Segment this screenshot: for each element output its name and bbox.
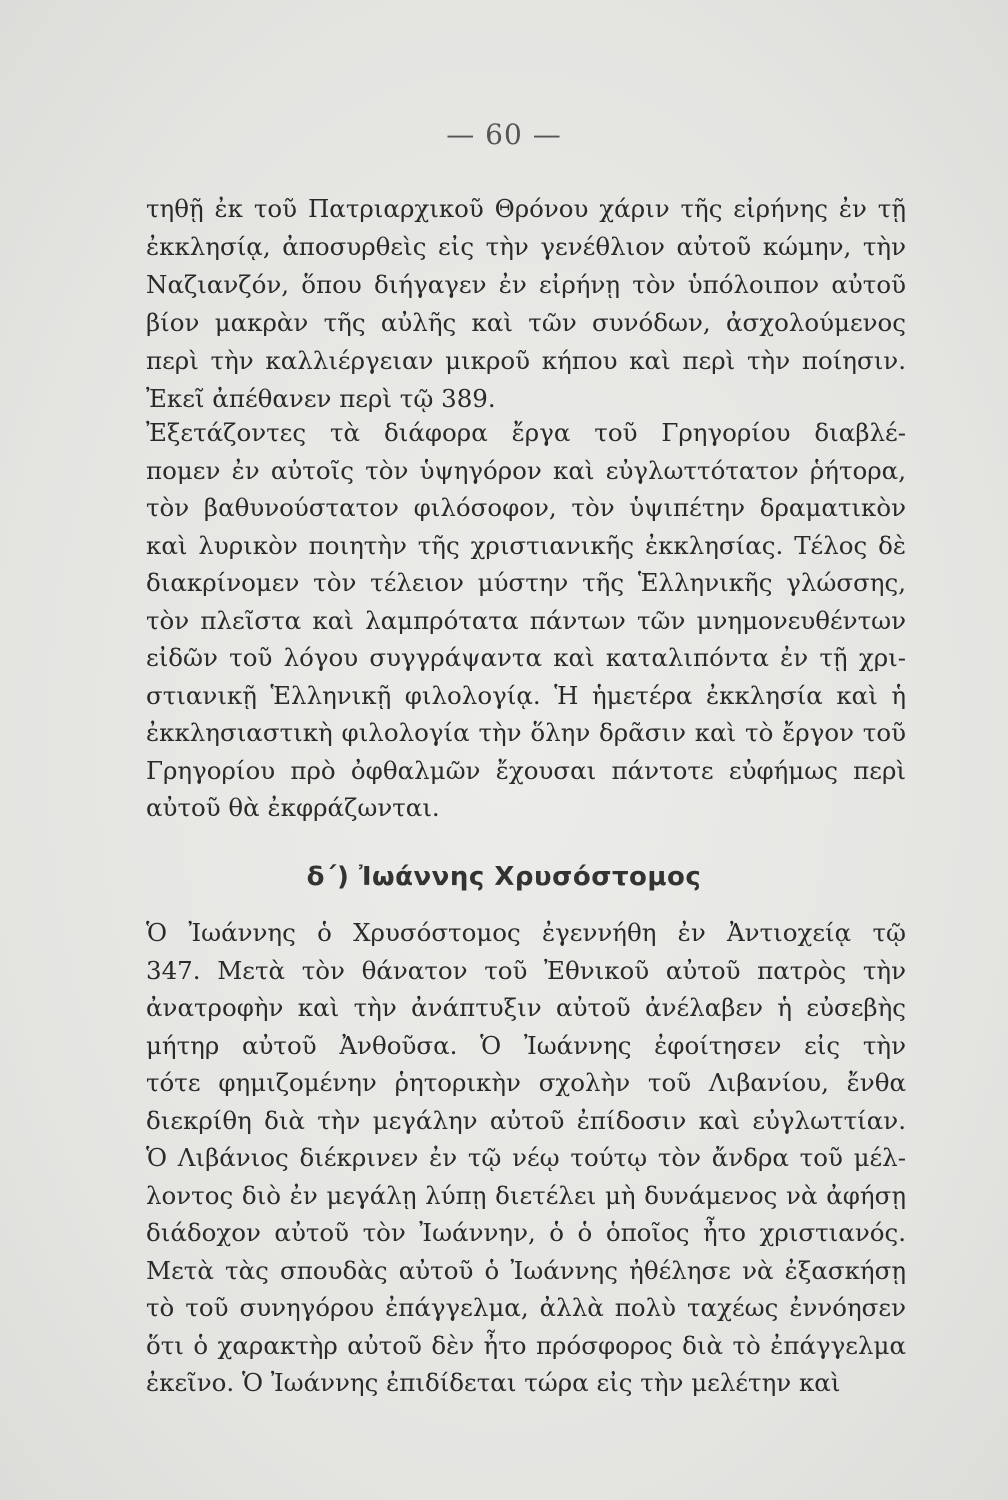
text-line: Ὁ Ἰωάννης ὁ Χρυσόστομος ἐγεννήθη ἐν Ἀντιοχείᾳ τῷ — [146, 918, 906, 947]
text-line: τὸν πλεῖστα καὶ λαμπρότατα πάντων τῶν μνημονευθέντων — [146, 605, 906, 635]
text-line: 347. Μετὰ τὸν θάνατον τοῦ Ἐθνικοῦ αὐτοῦ πατρὸς τὴν — [146, 955, 906, 985]
text-line: ἐκκλησιαστικὴ φιλολογία τὴν ὅλην δρᾶσιν καὶ τὸ ἔργον τοῦ — [146, 718, 906, 747]
text-line: τότε φημιζομένην ῥητορικὴν σχολὴν τοῦ Λιβανίου, ἔνθα — [146, 1068, 906, 1097]
text-line: βίον μακρὰν τῆς αὐλῆς καὶ τῶν συνόδων, ἀσχολούμενος — [146, 308, 906, 337]
text-line: τὸν βαθυνούστατον φιλόσοφον, τὸν ὑψιπέτην δραματικὸν — [146, 493, 906, 522]
text-line: πομεν ἐν αὐτοῖς τὸν ὑψηγόρον καὶ εὐγλωττότατον ῥήτορα, — [146, 455, 906, 485]
text-line: Ἐξετάζοντες τὰ διάφορα ἔργα τοῦ Γρηγορίου διαβλέ- — [146, 418, 906, 447]
text-line: Ἐκεῖ ἀπέθανεν περὶ τῷ 389. — [146, 384, 496, 413]
text-line: τηθῇ ἐκ τοῦ Πατριαρχικοῦ Θρόνου χάριν τῆς εἰρήνης ἐν τῇ — [146, 194, 906, 223]
text-line: καὶ λυρικὸν ποιητὴν τῆς χριστιανικῆς ἐκκλησίας. Τέλος δὲ — [146, 530, 906, 560]
text-line: ἐκεῖνο. Ὁ Ἰωάννης ἐπιδίδεται τώρα εἰς τὴν μελέτην καὶ — [146, 1368, 841, 1397]
text-line: ἐκκλησίᾳ, ἀποσυρθεὶς εἰς τὴν γενέθλιον αὐτοῦ κώμην, τὴν — [146, 232, 906, 261]
section-heading: δ΄) Ἰωάννης Χρυσόστομος — [306, 862, 702, 892]
text-line: στιανικῇ Ἑλληνικῇ φιλολογίᾳ. Ἡ ἡμετέρα ἐκκλησία καὶ ἡ — [146, 680, 906, 710]
paragraph-2 — [146, 414, 906, 827]
text-line: λοντος διὸ ἐν μεγάλῃ λύπῃ διετέλει μὴ δυνάμενος νὰ ἀφήσῃ — [146, 1180, 906, 1210]
text-line: διεκρίθη διὰ τὴν μεγάλην αὐτοῦ ἐπίδοσιν καὶ εὐγλωττίαν. — [146, 1105, 906, 1135]
text-line: τὸ τοῦ συνηγόρου ἐπάγγελμα, ἀλλὰ πολὺ ταχέως ἐννόησεν — [146, 1293, 906, 1322]
text-line: Ὁ Λιβάνιος διέκρινεν ἐν τῷ νέῳ τούτῳ τὸν ἄνδρα τοῦ μέλ- — [146, 1143, 906, 1172]
text-line: ἀνατροφὴν καὶ τὴν ἀνάπτυξιν αὐτοῦ ἀνέλαβεν ἡ εὐσεβὴς — [146, 993, 906, 1022]
text-line: διάδοχον αὐτοῦ τὸν Ἰωάννην, ὁ ὁ ὁποῖος ἦτο χριστιανός. — [146, 1218, 906, 1247]
paragraph-3 — [146, 914, 906, 1402]
text-line: αὐτοῦ θὰ ἐκφράζωνται. — [146, 793, 440, 822]
text-line: Ναζιανζόν, ὅπου διήγαγεν ἐν εἰρήνῃ τὸν ὑπόλοιπον αὐτοῦ — [146, 270, 906, 299]
text-line: ὅτι ὁ χαρακτὴρ αὐτοῦ δὲν ἦτο πρόσφορος διὰ τὸ ἐπάγγελμα — [146, 1330, 906, 1360]
text-line: Μετὰ τὰς σπουδὰς αὐτοῦ ὁ Ἰωάννης ἠθέλησε νὰ ἐξασκήσῃ — [146, 1255, 906, 1285]
text-line: εἰδῶν τοῦ λόγου συγγράψαντα καὶ καταλιπόντα ἐν τῇ χρι- — [146, 643, 906, 672]
text-line: μήτηρ αὐτοῦ Ἀνθοῦσα. Ὁ Ἰωάννης ἐφοίτησεν εἰς τὴν — [146, 1030, 906, 1060]
page-number: — 60 — — [446, 118, 562, 151]
text-line: Γρηγορίου πρὸ ὀφθαλμῶν ἔχουσαι πάντοτε εὐφήμως περὶ — [146, 755, 906, 785]
text-line: περὶ τὴν καλλιέργειαν μικροῦ κήπου καὶ περὶ τὴν ποίησιν. — [146, 346, 906, 375]
text-line: διακρίνομεν τὸν τέλειον μύστην τῆς Ἑλληνικῆς γλώσσης, — [146, 568, 906, 597]
paragraph-1 — [146, 190, 906, 418]
